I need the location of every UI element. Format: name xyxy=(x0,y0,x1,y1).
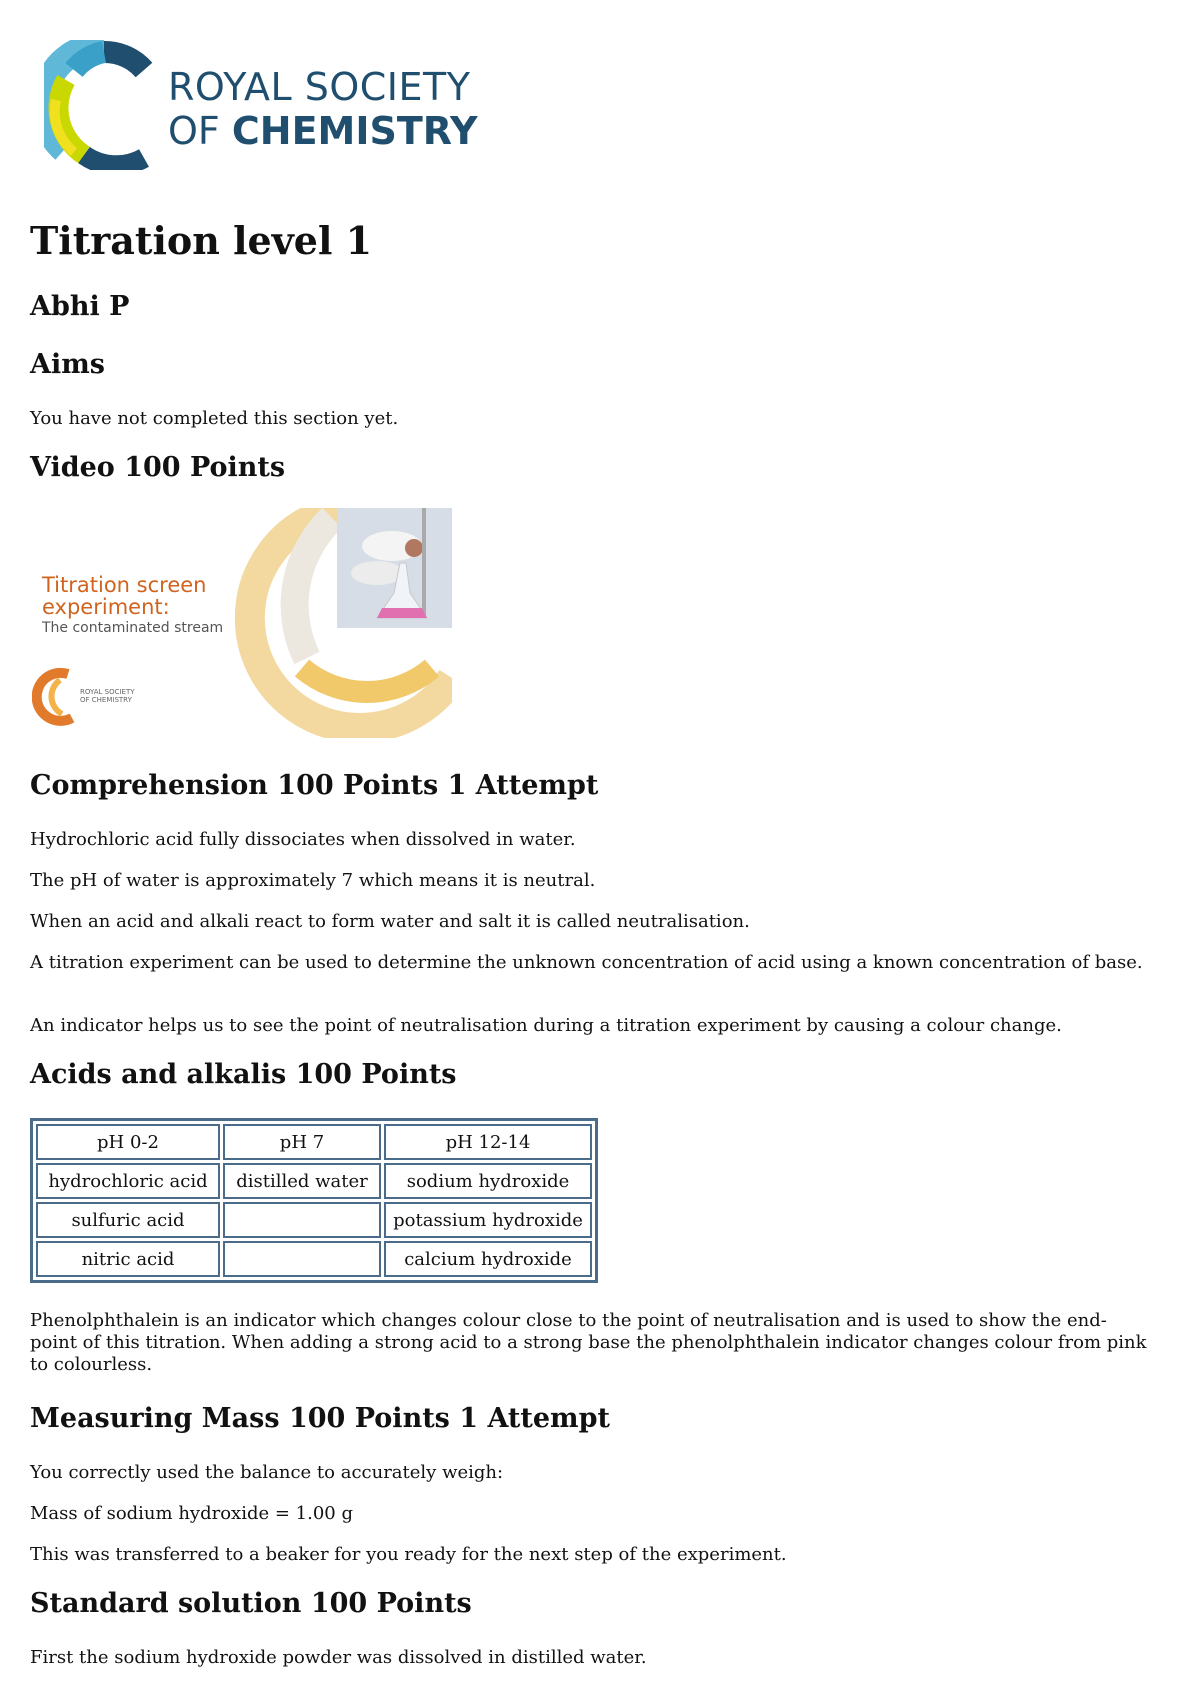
table-cell: hydrochloric acid xyxy=(36,1163,220,1199)
thumb-title-2: experiment: xyxy=(42,595,170,619)
aims-text: You have not completed this section yet. xyxy=(30,408,399,429)
comprehension-line-2: The pH of water is approximately 7 which means it is neutral. xyxy=(30,870,596,891)
rsc-logo-wordmark xyxy=(168,65,478,153)
table-cell: calcium hydroxide xyxy=(384,1241,592,1277)
table-row xyxy=(36,1202,592,1238)
thumb-logo-line-2: OF CHEMISTRY xyxy=(80,696,132,704)
thumb-subtitle: The contaminated stream xyxy=(42,620,224,636)
video-thumbnail-art-icon xyxy=(32,508,452,738)
table-row xyxy=(36,1163,592,1199)
table-cell: distilled water xyxy=(223,1163,381,1199)
logo-of: OF xyxy=(168,109,220,153)
rsc-logo xyxy=(44,40,514,175)
acids-heading: Acids and alkalis 100 Points xyxy=(30,1059,457,1090)
ph-table xyxy=(30,1118,598,1283)
logo-line-2 xyxy=(168,109,478,153)
table-row xyxy=(36,1241,592,1277)
thumb-title-1: Titration screen xyxy=(42,573,207,597)
student-name: Abhi P xyxy=(30,291,130,322)
video-heading: Video 100 Points xyxy=(30,452,286,483)
logo-chemistry: CHEMISTRY xyxy=(231,109,478,153)
rsc-logo-mark-icon xyxy=(44,40,164,170)
standard-line-1: First the sodium hydroxide powder was dissolved in distilled water. xyxy=(30,1647,647,1668)
table-header-cell: pH 7 xyxy=(223,1124,381,1160)
table-cell: sulfuric acid xyxy=(36,1202,220,1238)
phenolphthalein-paragraph: Phenolphthalein is an indicator which changes colour close to the point of neutralisation and is used to show the end-point of this titration. When adding a strong acid to a strong base the phenolphthalein indicator changes colour from pink to colourless. xyxy=(30,1310,1147,1375)
comprehension-line-5: An indicator helps us to see the point of neutralisation during a titration experiment by causing a colour change. xyxy=(30,1015,1062,1036)
table-cell: nitric acid xyxy=(36,1241,220,1277)
mass-heading: Measuring Mass 100 Points 1 Attempt xyxy=(30,1403,610,1434)
comprehension-line-3: When an acid and alkali react to form water and salt it is called neutralisation. xyxy=(30,911,750,932)
comprehension-line-1: Hydrochloric acid fully dissociates when dissolved in water. xyxy=(30,829,576,850)
table-header-cell: pH 0-2 xyxy=(36,1124,220,1160)
table-header-row xyxy=(36,1124,592,1160)
mass-line-2: Mass of sodium hydroxide = 1.00 g xyxy=(30,1503,353,1524)
table-cell xyxy=(223,1241,381,1277)
table-cell: potassium hydroxide xyxy=(384,1202,592,1238)
thumb-logo-line-1: ROYAL SOCIETY xyxy=(80,688,135,696)
aims-heading: Aims xyxy=(30,349,105,380)
table-cell: sodium hydroxide xyxy=(384,1163,592,1199)
table-header-cell: pH 12-14 xyxy=(384,1124,592,1160)
standard-heading: Standard solution 100 Points xyxy=(30,1588,472,1619)
mass-line-3: This was transferred to a beaker for you ready for the next step of the experiment. xyxy=(30,1544,787,1565)
video-thumbnail[interactable] xyxy=(32,508,452,738)
mass-line-1: You correctly used the balance to accurately weigh: xyxy=(30,1462,504,1483)
logo-line-1: ROYAL SOCIETY xyxy=(168,65,471,109)
comprehension-line-4: A titration experiment can be used to determine the unknown concentration of acid using a known concentration of base. xyxy=(30,952,1143,973)
comprehension-heading: Comprehension 100 Points 1 Attempt xyxy=(30,770,599,801)
table-cell xyxy=(223,1202,381,1238)
page-title: Titration level 1 xyxy=(30,218,373,263)
